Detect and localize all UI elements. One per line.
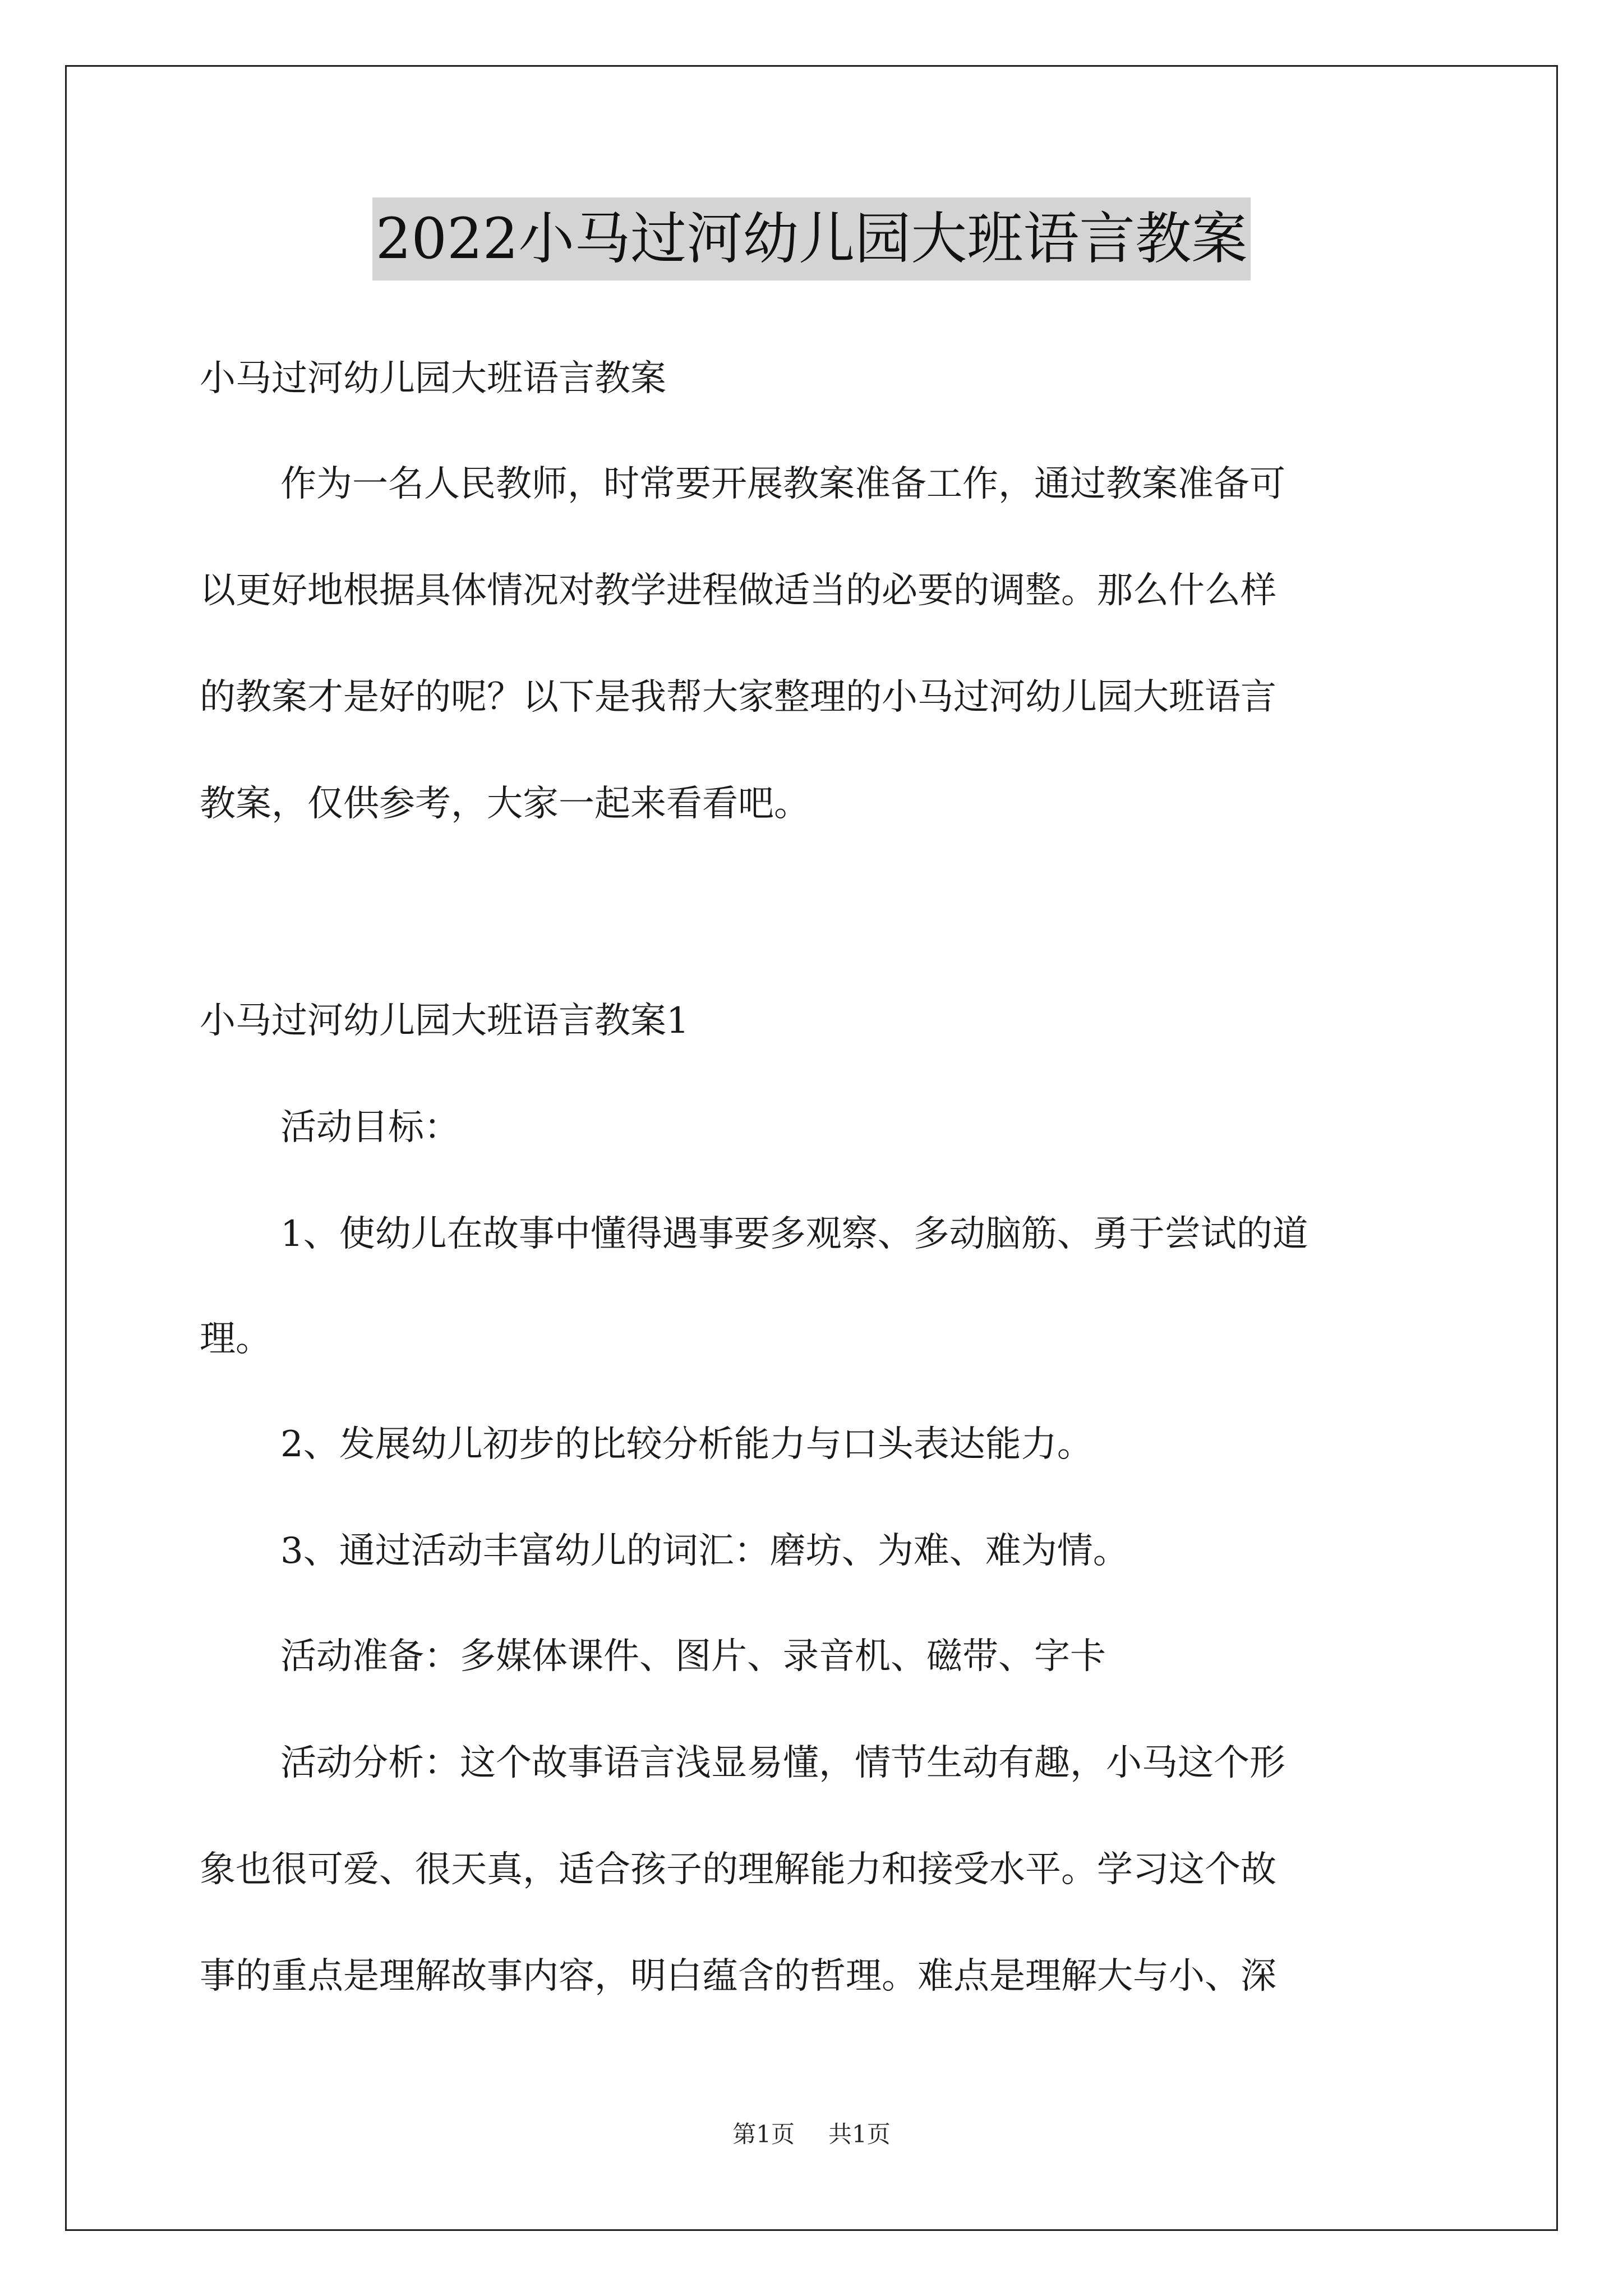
paragraph-line: 教案，仅供参考，大家一起来看看吧。 xyxy=(200,783,810,825)
title-container xyxy=(0,197,1623,280)
document-title: 2022小马过河幼儿园大班语言教案 xyxy=(372,197,1251,280)
page-count: 共1页 xyxy=(828,2120,891,2148)
subtitle-line: 小马过河幼儿园大班语言教案 xyxy=(200,358,666,399)
page-number: 第1页 xyxy=(732,2120,795,2148)
paragraph-line: 3、通过活动丰富幼儿的词汇：磨坊、为难、难为情。 xyxy=(280,1530,1129,1572)
paragraph-line: 的教案才是好的呢？以下是我帮大家整理的小马过河幼儿园大班语言 xyxy=(200,677,1276,718)
paragraph-line: 活动准备：多媒体课件、图片、录音机、磁带、字卡 xyxy=(280,1636,1106,1677)
section-heading: 小马过河幼儿园大班语言教案1 xyxy=(200,1000,689,1042)
paragraph-line: 1、使幼儿在故事中懂得遇事要多观察、多动脑筋、勇于尝试的道 xyxy=(280,1213,1308,1255)
paragraph-line: 活动目标： xyxy=(280,1107,460,1148)
paragraph-line: 活动分析：这个故事语言浅显易懂，情节生动有趣，小马这个形 xyxy=(280,1742,1285,1784)
page-footer xyxy=(0,2118,1623,2151)
paragraph-line: 作为一名人民教师，时常要开展教案准备工作，通过教案准备可 xyxy=(280,463,1285,505)
paragraph-line: 象也很可爱、很天真，适合孩子的理解能力和接受水平。学习这个故 xyxy=(200,1849,1276,1890)
paragraph-line: 以更好地根据具体情况对教学进程做适当的必要的调整。那么什么样 xyxy=(200,570,1276,611)
paragraph-line: 事的重点是理解故事内容，明白蕴含的哲理。难点是理解大与小、深 xyxy=(200,1955,1276,1997)
paragraph-line: 理。 xyxy=(200,1318,271,1360)
paragraph-line: 2、发展幼儿初步的比较分析能力与口头表达能力。 xyxy=(280,1424,1093,1465)
